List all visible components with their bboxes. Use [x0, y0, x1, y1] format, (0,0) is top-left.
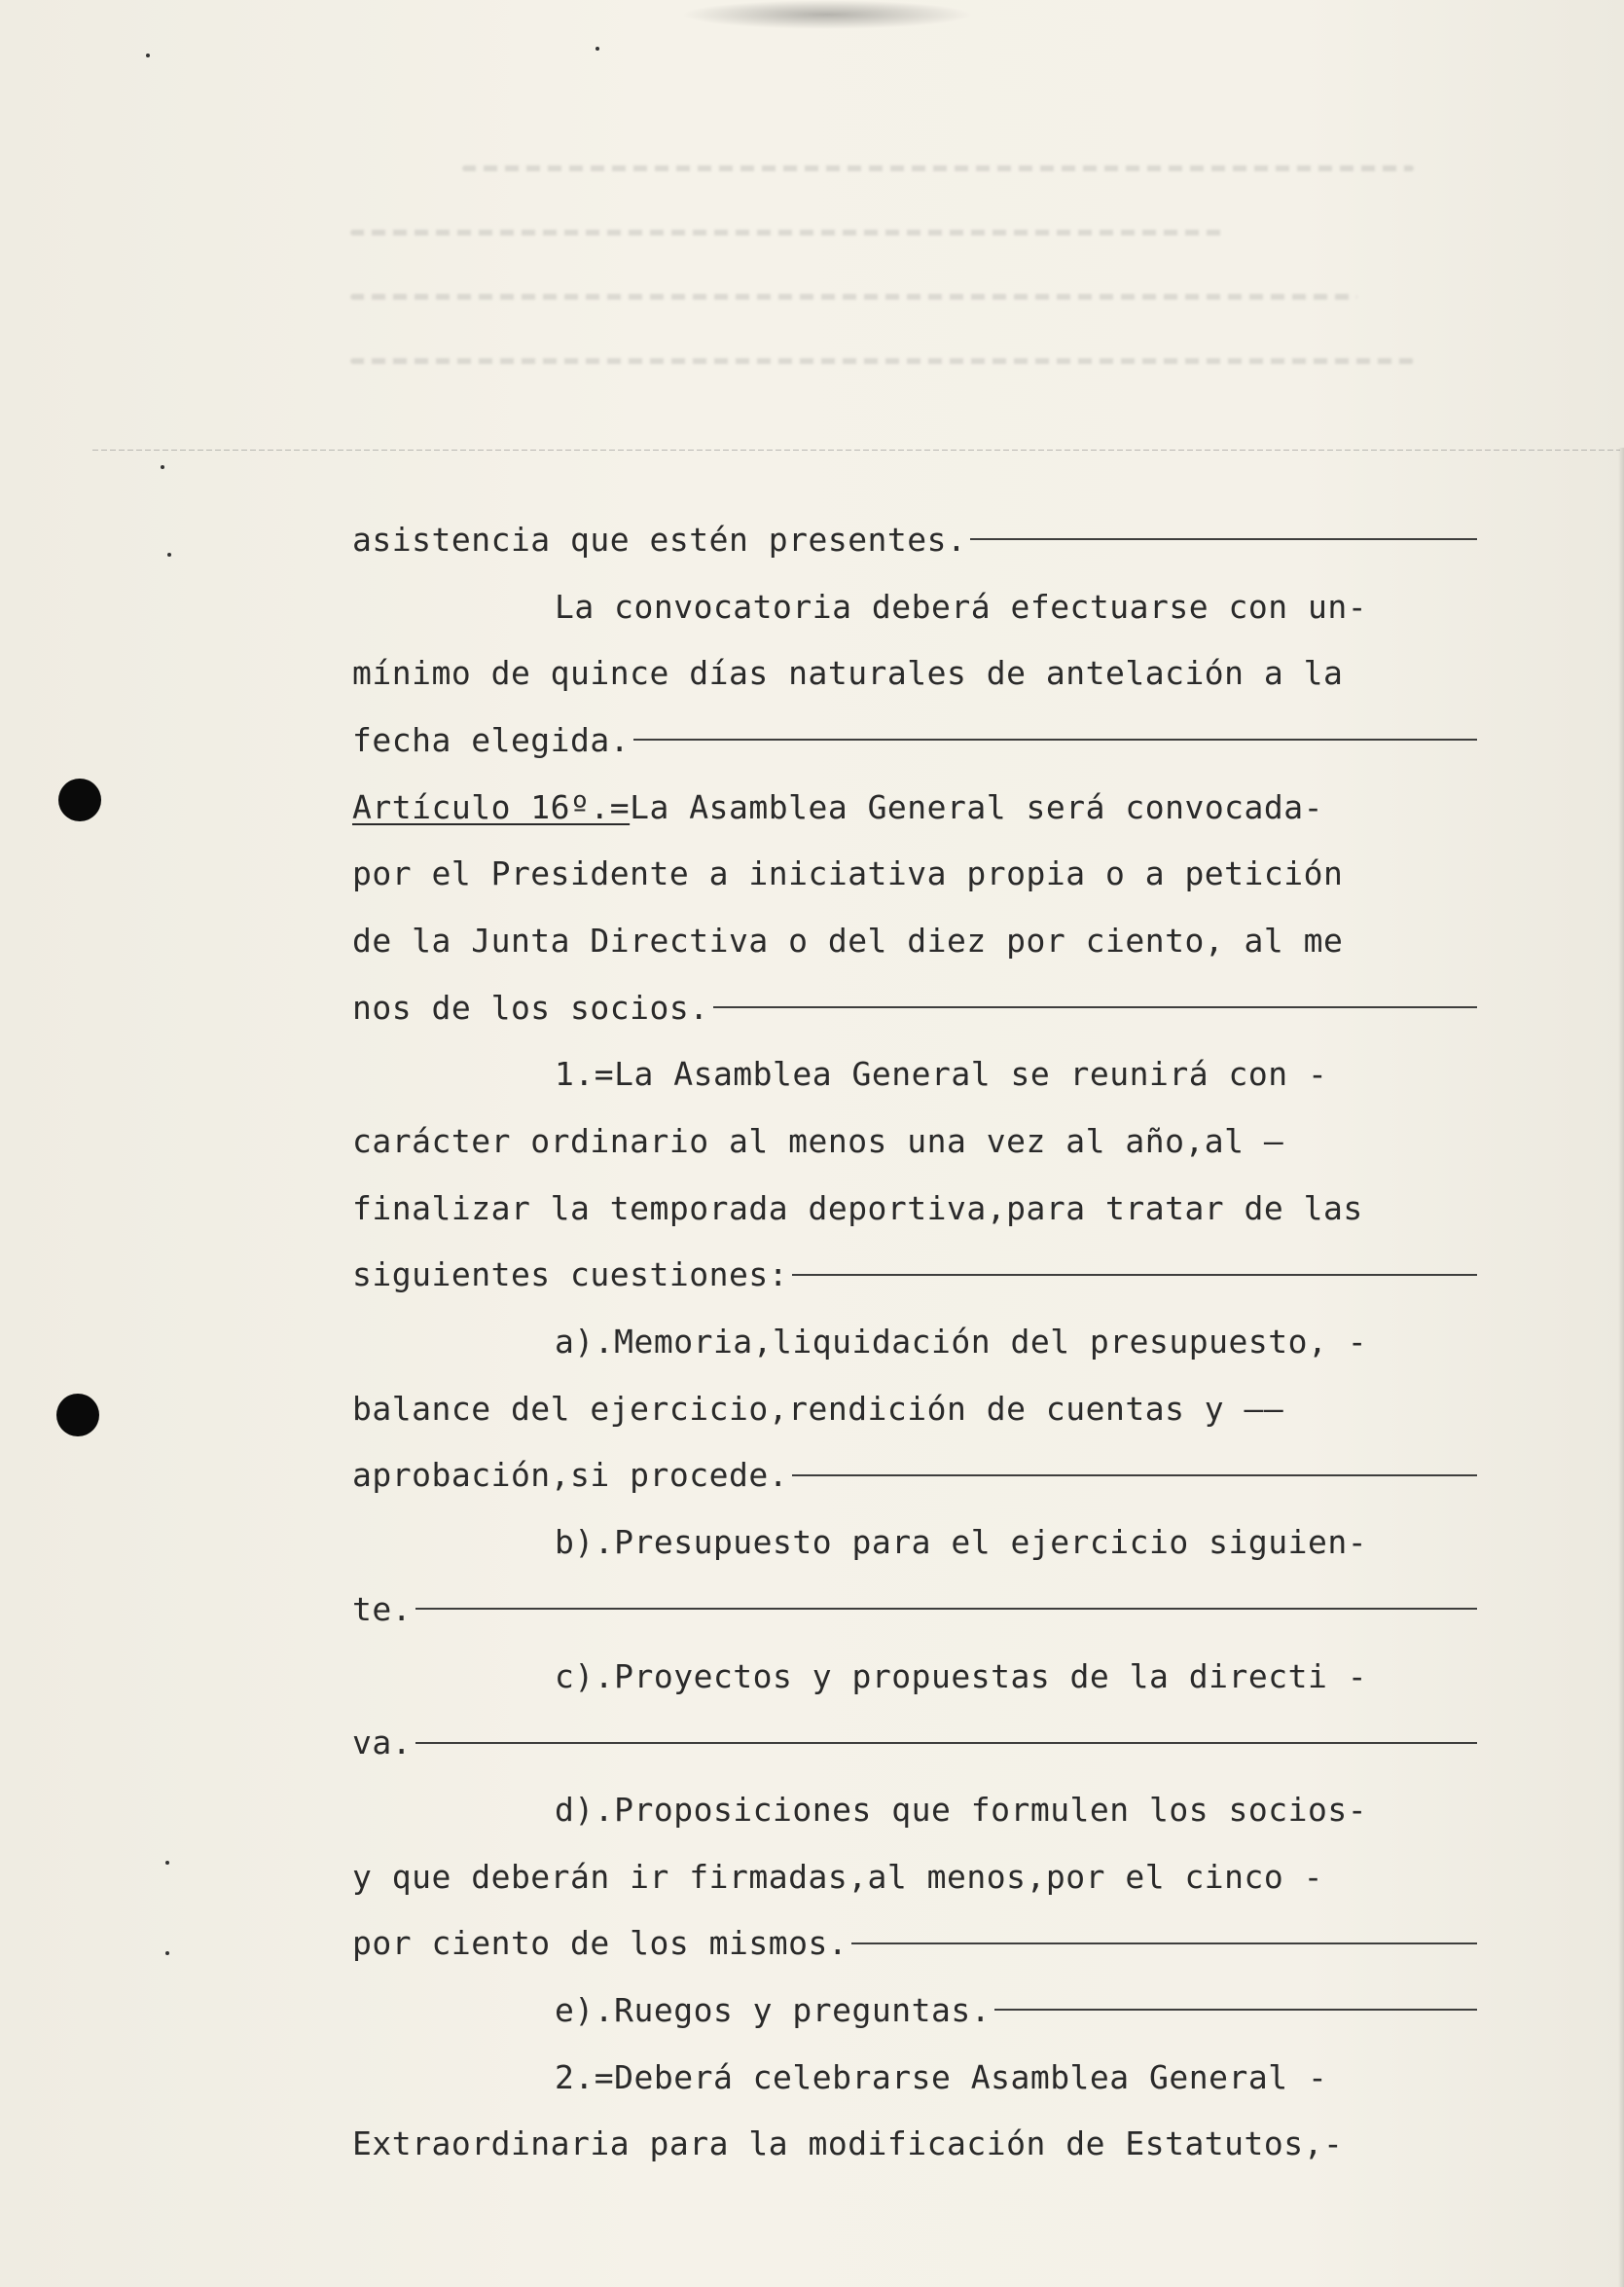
speck	[165, 1861, 169, 1865]
line-text: finalizar la temporada deportiva,para tratar de las	[352, 1188, 1363, 1227]
text-line	[352, 774, 1500, 841]
text-line	[352, 2111, 1500, 2178]
text-line	[352, 907, 1500, 974]
text-line	[352, 1977, 1500, 2044]
text-line	[352, 1308, 1500, 1375]
dash-fill	[713, 1006, 1477, 1008]
speck	[161, 465, 164, 469]
line-text: nos de los socios.	[352, 988, 709, 1027]
line-text: Extraordinaria para la modificación de Estatutos,-	[352, 2124, 1344, 2163]
text-line	[352, 1843, 1500, 1910]
text-line	[352, 1643, 1500, 1710]
line-text: de la Junta Directiva o del diez por ciento, al me	[352, 921, 1344, 960]
line-text: a).Memoria,liquidación del presupuesto, -	[555, 1323, 1368, 1361]
text-line	[352, 2044, 1500, 2111]
punch-hole	[56, 1394, 99, 1436]
line-text: mínimo de quince días naturales de antelación a la	[352, 654, 1344, 693]
text-line	[352, 1576, 1500, 1643]
text-line	[352, 1709, 1500, 1776]
line-text: b).Presupuesto para el ejercicio siguien-	[555, 1523, 1368, 1562]
line-text: y que deberán ir firmadas,al menos,por el cinco -	[352, 1857, 1324, 1896]
speck	[167, 553, 171, 557]
speck	[595, 47, 599, 51]
text-line	[352, 506, 1500, 573]
line-text: asistencia que estén presentes.	[352, 520, 967, 559]
line-text: fecha elegida.	[352, 720, 631, 759]
line-text: por el Presidente a iniciativa propia o a petición	[352, 854, 1344, 893]
document-body	[352, 506, 1500, 2177]
text-line	[352, 573, 1500, 640]
article-heading: Artículo 16º.=	[352, 787, 631, 826]
text-line	[352, 1041, 1500, 1108]
text-line	[352, 1242, 1500, 1309]
text-line	[352, 974, 1500, 1041]
dash-fill	[792, 1274, 1477, 1276]
text-line	[352, 639, 1500, 707]
line-text: La Asamblea General será convocada-	[630, 787, 1324, 826]
line-text: por ciento de los mismos.	[352, 1924, 848, 1963]
dash-fill	[415, 1608, 1477, 1610]
speck	[165, 1951, 169, 1955]
text-line	[352, 1508, 1500, 1576]
text-line	[352, 840, 1500, 907]
text-line	[352, 1909, 1500, 1977]
dash-fill	[792, 1474, 1477, 1476]
speck	[146, 54, 150, 57]
dash-fill	[994, 2009, 1477, 2011]
text-line	[352, 1442, 1500, 1509]
text-line	[352, 1175, 1500, 1242]
line-text: 1.=La Asamblea General se reunirá con -	[555, 1055, 1328, 1094]
line-text: carácter ordinario al menos una vez al año,al —	[352, 1122, 1284, 1161]
text-line	[352, 707, 1500, 774]
text-line	[352, 1107, 1500, 1175]
bleed-through-text	[350, 165, 1469, 487]
dash-fill	[970, 538, 1477, 540]
line-text: te.	[352, 1589, 413, 1628]
page-edge-shadow	[1618, 448, 1624, 2287]
dash-fill	[851, 1942, 1477, 1944]
text-line	[352, 1776, 1500, 1843]
top-smudge	[681, 0, 973, 29]
dash-fill	[415, 1742, 1477, 1744]
dash-fill	[633, 739, 1477, 741]
line-text: e).Ruegos y preguntas.	[555, 1990, 992, 2029]
line-text: La convocatoria deberá efectuarse con un-	[555, 587, 1368, 626]
line-text: balance del ejercicio,rendición de cuentas y ——	[352, 1389, 1284, 1428]
fold-line	[92, 450, 1620, 451]
line-text: 2.=Deberá celebrarse Asamblea General -	[555, 2057, 1328, 2096]
punch-hole	[58, 779, 101, 821]
line-text: aprobación,si procede.	[352, 1456, 789, 1495]
line-text: c).Proyectos y propuestas de la directi -	[555, 1656, 1368, 1695]
line-text: d).Proposiciones que formulen los socios-	[555, 1790, 1368, 1829]
line-text: siguientes cuestiones:	[352, 1255, 789, 1294]
line-text: va.	[352, 1724, 413, 1762]
text-line	[352, 1375, 1500, 1442]
